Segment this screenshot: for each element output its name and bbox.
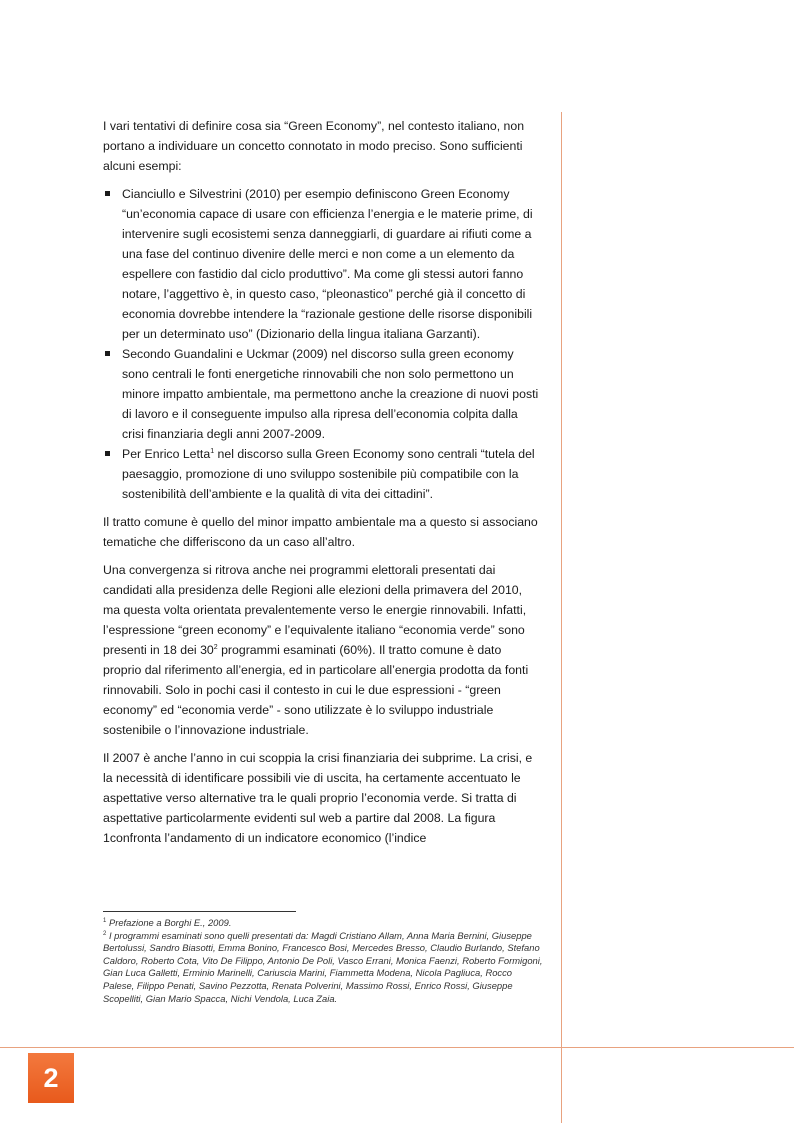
footnotes [103,917,543,1005]
main-text-column [103,116,541,856]
list-item [103,344,541,444]
margin-vertical-rule [561,112,562,1123]
list-item-text: Per Enrico Letta [122,447,211,461]
paragraph-text: Una convergenza si ritrova anche nei programmi elettorali presentati dai candidati alla presidenza delle Regioni alle elezioni della primavera del 2010, ma questa volta orientata prevalentemente verso le energie rinnovabili. Infatti, l’espressione “green economy” e l’equivalente italiano “economia verde” sono presenti in 18 dei 30 [103,563,527,657]
footnote-ref-2[interactable]: 2 [213,643,218,651]
square-bullet-icon [105,451,110,456]
list-item-text: Cianciullo e Silvestrini (2010) per esempio definiscono Green Economy “un’economia capace di usare con efficienza l’energia e le materie prime, di intervenire sugli ecosistemi senza danneggiarli, di guardare ai rifiuti come a una fase del continuo divenire delle merci e non come a un elemento da espellere con fastidio dal ciclo produttivo”. Ma come gli stessi autori fanno notare, l’aggettivo è, in questo caso, “pleonastico” perché già il concetto di economia dovrebbe intendere la “razionale gestione delle risorse disponibili per un determinato uso” (Dizionario della lingua italiana Garzanti). [122,187,533,341]
bottom-horizontal-rule [0,1047,794,1048]
examples-list [103,184,541,504]
footnote-number: 2 [103,930,107,937]
footnote-separator [103,911,296,912]
paragraph-text-cont: programmi esaminati (60%). Il tratto comune è dato proprio dal riferimento all’energia, ed in particolare all’energia prodotta da fonti rinnovabili. Solo in pochi casi il contesto in cui le due espressioni - “green economy” ed “economia verde” - sono utilizzate è lo sviluppo industriale sostenibile o l’innovazione industriale. [103,643,529,737]
list-item-text: Secondo Guandalini e Uckmar (2009) nel discorso sulla green economy sono centrali le fonti energetiche rinnovabili che non solo permettono un minore impatto ambientale, ma permettono anche la creazione di nuovi posti di lavoro e il conseguente impulso alla ripresa dell’economia colpita dalla crisi finanziaria degli anni 2007-2009. [122,347,539,441]
footnote-text: Prefazione a Borghi E., 2009. [106,917,232,928]
footnote-2 [103,930,543,1006]
page-number-badge: 2 [28,1053,74,1103]
list-item-text-cont: nel discorso sulla Green Economy sono centrali “tutela del paesaggio, promozione di uno sviluppo sostenibile più compatibile con la sostenibilità dell’ambiente e la qualità di vita dei cittadini”. [122,447,535,501]
footnote-ref-1[interactable]: 1 [210,447,215,455]
paragraph-intro: I vari tentativi di definire cosa sia “Green Economy”, nel contesto italiano, non portano a individuare un concetto connotato in modo preciso. Sono sufficienti alcuni esempi: [103,119,525,173]
list-item [103,444,541,504]
paragraph-convergence [103,560,541,740]
square-bullet-icon [105,351,110,356]
footnote-1 [103,917,543,930]
paragraph-crisis: Il 2007 è anche l’anno in cui scoppia la crisi finanziaria dei subprime. La crisi, e la necessità di identificare possibili vie di uscita, ha certamente accentuato le aspettative verso alternative tra le quali proprio l’economia verde. Si tratta di aspettative particolarmente evidenti sul web a partire dal 2008. La figura 1confronta l’andamento di un indicatore economico (l’indice [103,751,533,845]
list-item [103,184,541,344]
footnote-number: 1 [103,917,107,924]
paragraph-common-trait: Il tratto comune è quello del minor impatto ambientale ma a questo si associano tematiche che differiscono da un caso all’altro. [103,515,538,549]
footnote-text: I programmi esaminati sono quelli presentati da: Magdi Cristiano Allam, Anna Maria Bernini, Giuseppe Bertolussi, Sandro Biasotti, Emma Bonino, Francesco Bosi, Mercedes Bresso, Claudio Burlando, Stefano Caldoro, Roberto Cota, Vito De Filippo, Antonio De Poli, Vasco Errani, Monica Faenzi, Roberto Formigoni, Gian Luca Galletti, Erminio Marinelli, Cariuscia Marini, Fiammetta Modena, Nicola Pagliuca, Rocco Palese, Filippo Penati, Savino Pezzotta, Renata Polverini, Massimo Rossi, Enrico Rossi, Giuseppe Scopelliti, Gian Mario Spacca, Nichi Vendola, Luca Zaia. [103,929,543,1004]
square-bullet-icon [105,191,110,196]
